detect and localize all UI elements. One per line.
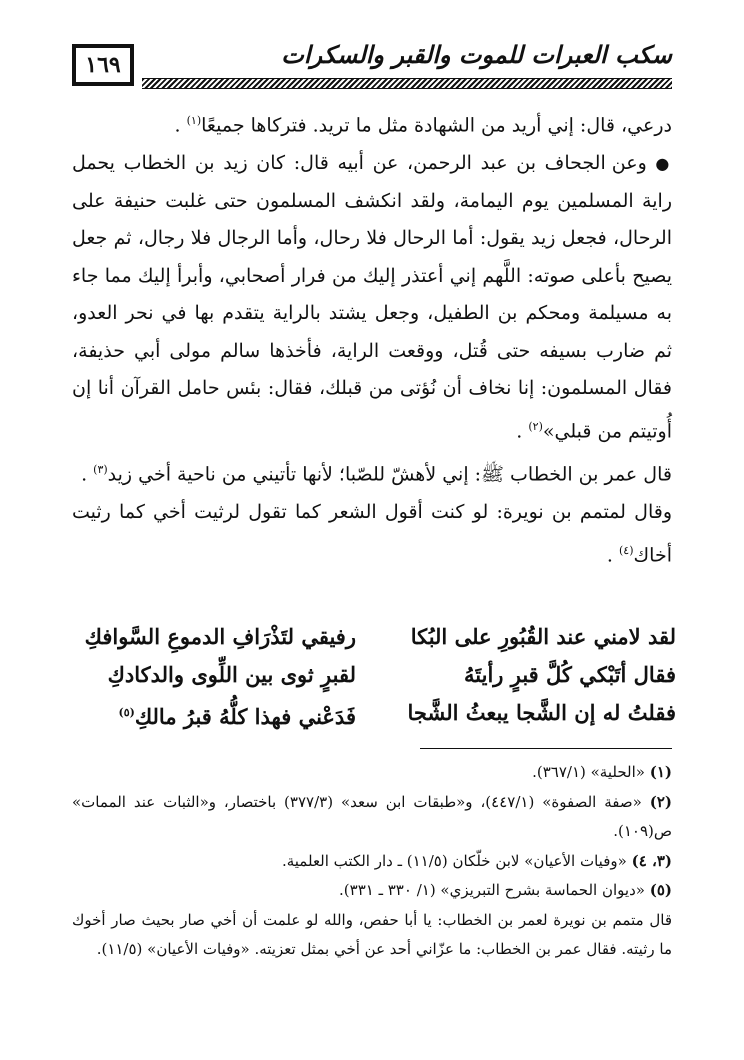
poem-hemistich-first: فقلتُ له إن الشَّجا يبعثُ الشَّجا bbox=[407, 700, 676, 725]
main-text bbox=[72, 102, 672, 574]
header-rule bbox=[142, 78, 672, 89]
running-title: سكب العبرات للموت والقبر والسكرات bbox=[281, 40, 672, 69]
poem-verse bbox=[66, 656, 676, 694]
footnote-ref-3: (٣) bbox=[93, 463, 108, 476]
footnote: (٥) «ديوان الحماسة بشرح التبريزي» (١/ ٣٣٠ ـ ٣٣١). bbox=[339, 881, 672, 899]
bullet-icon: ● bbox=[655, 153, 672, 173]
paragraph-2: ● وعن الجحاف بن عبد الرحمن، عن أبيه قال: كان زيد بن الخطاب يحمل راية المسلمين يوم اليمامة، ولقد انكشف المسلمون حتى غلبت حنيفة على الرحال، فجعل زيد يقول: أما الرحال فلا رحال، وأما الرجال فلا رجال، ثم جعل يصيح بأعلى صوته: اللَّهم إني أعتذر إليك من فرار أصحابي، وأبرأ إليك مما جاء به مسيلمة ومحكم بن الطفيل، وجعل يشتد بالراية يتقدم بها في نحر العدو، ثم ضارب بسيفه حتى قُتل، ووقعت الراية، فأخذها سالم مولى أبي حذيفة، فقال المسلمون: إنا نخاف أن نُؤتى من قبلك، فقال: بئس حامل القرآن أنا إن أُوتيتم من قبلي»$^{(٢)}$ . bbox=[72, 151, 672, 443]
poem-hemistich-second: لقبرٍ ثوى بين اللِّوى والدكادكِ bbox=[107, 662, 356, 687]
paragraph-3: قال عمر بن الخطاب ﷺ: إني لأهشّ للصّبا؛ لأنها تأتيني من ناحية أخي زيد$^{(٣)}$ . bbox=[81, 463, 672, 486]
page-header bbox=[72, 40, 672, 94]
footnote-ref-4: (٤) bbox=[619, 543, 634, 557]
paragraph-1: درعي، قال: إني أريد من الشهادة مثل ما تريد. فتركاها جميعًا$^{(١)}$ . bbox=[174, 114, 672, 137]
footnote-ref-5: (٥) bbox=[118, 706, 135, 719]
page-number: ١٦٩ bbox=[72, 44, 134, 86]
footnote-separator bbox=[420, 748, 672, 749]
paragraph-4: وقال لمتمم بن نويرة: لو كنت أقول الشعر كما تقول لرثيت أخي كما رثيت أخاك$^{(٤)}$ . bbox=[72, 500, 672, 566]
footnote: (٣، ٤) «وفيات الأعيان» لابن خلّكان (١١/٥) ـ دار الكتب العلمية. bbox=[281, 851, 672, 870]
footnote: (١) «الحلية» (٣٦٧/١). bbox=[532, 763, 672, 781]
footnotes bbox=[72, 758, 672, 965]
poem-hemistich-first: لقد لامني عند القُبُورِ على البُكا bbox=[410, 624, 676, 649]
poem-verse bbox=[66, 618, 676, 656]
poem bbox=[66, 618, 676, 732]
poem-hemistich-second: فَدَعْني فهذا كلُّهُ قبرُ مالكِ$^{(٥)}$ bbox=[118, 704, 356, 729]
footnote-ref-2: (٢) bbox=[528, 420, 543, 434]
footnote: (٢) «صفة الصفوة» (٤٤٧/١)، و«طبقات ابن سعد» (٣٧٧/٣) باختصار، و«الثبات عند الممات» ص(١٠٩). bbox=[72, 792, 672, 840]
poem-hemistich-first: فقال أتَبْكي كُلَّ قبرٍ رأيتَهُ bbox=[464, 662, 676, 687]
footnote-ref-1: (١) bbox=[186, 114, 202, 127]
poem-hemistich-second: رفيقي لتَذْرَافِ الدموعِ السَّوافكِ bbox=[84, 624, 356, 649]
footnote-note: قال متمم بن نويرة لعمر بن الخطاب: يا أبا حفص، والله لو علمت أن أخي صار بحيث صار أخوك ما رثيته. فقال عمر بن الخطاب: ما عزّاني أحد عن أخي بمثل تعزيته. «وفيات الأعيان» (١١/٥). bbox=[72, 910, 672, 958]
poem-verse bbox=[66, 694, 676, 732]
